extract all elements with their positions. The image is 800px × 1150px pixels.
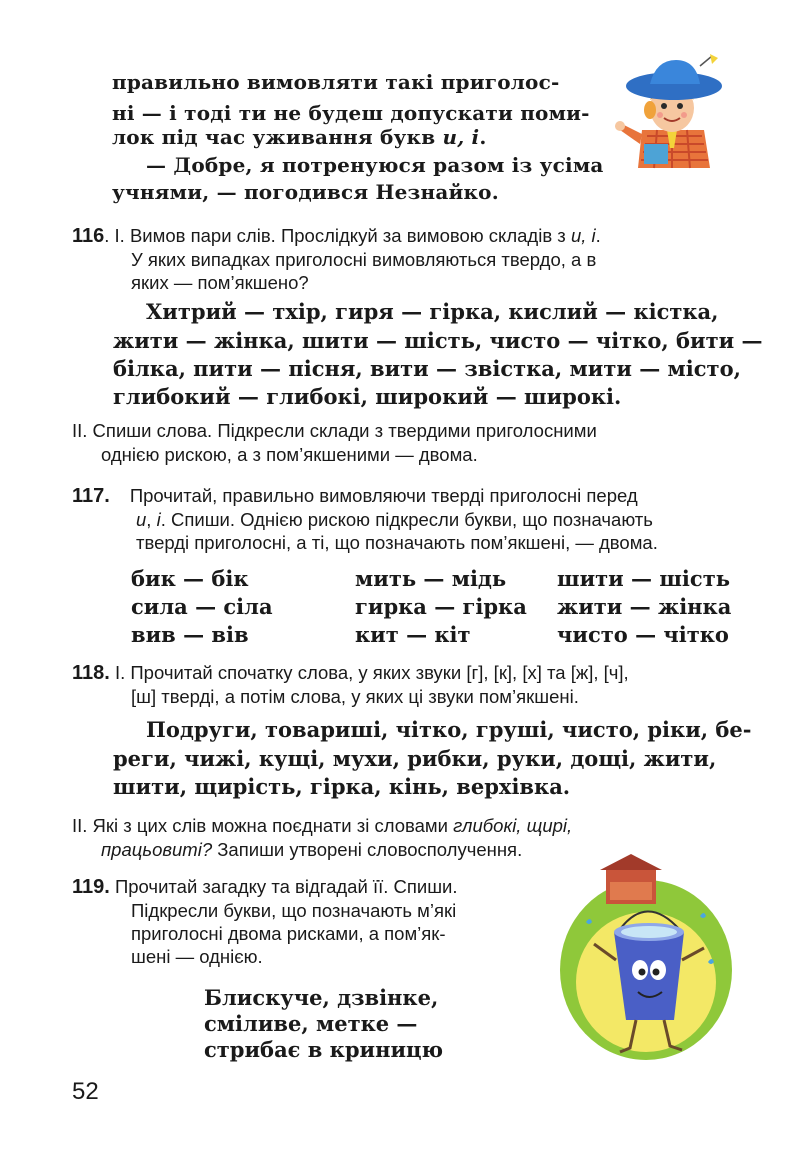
- riddle-line-3: стрибає в криницю: [204, 1037, 444, 1062]
- ex117-l2-letter-2: і: [156, 509, 161, 530]
- page-number: 52: [72, 1078, 99, 1105]
- ex117-line-2: [136, 509, 653, 531]
- ex118-part2-line-1: [72, 815, 572, 837]
- ex117-l2-letter-1: и: [136, 509, 147, 530]
- ex117-col1-row1: бик — бік: [131, 566, 249, 591]
- ex117-col3-row1: шити — шість: [557, 566, 730, 591]
- ex117-l2-rest: . Спиши. Однією рискою підкресли букви, що позначають: [160, 509, 653, 530]
- ex116-part2-line-2: однією рискою, а з пом’якшеними — двома.: [101, 444, 478, 465]
- intro-line-3-letters: и, і: [442, 125, 480, 149]
- ex118-p2-l2-italic: працьовиті?: [101, 839, 213, 860]
- ex119-line-3: приголосні двома рисками, а пом’як-: [131, 923, 446, 944]
- ex119-line-2: Підкресли букви, що позначають м’які: [131, 900, 457, 921]
- ex116-words-4: глибокий — глибокі, широкий — широкі.: [113, 384, 622, 409]
- ex119-line-1: [72, 876, 458, 899]
- bucket-well-illustration: [550, 852, 732, 1060]
- ex116-l1-text: . І. Вимов пари слів. Прослідкуй за вимовою складів з: [104, 225, 571, 246]
- ex116-number: 116: [72, 225, 105, 247]
- ex118-p2-l1-text: II. Які з цих слів можна поєднати зі словами: [72, 815, 454, 836]
- ex118-words-3: шити, щирість, гірка, кінь, верхівка.: [113, 774, 571, 799]
- ex117-line-1: [72, 485, 638, 508]
- ex117-col1-row3: вив — вів: [131, 622, 249, 647]
- neznaiko-illustration: [612, 52, 732, 170]
- ex116-l1-letters: и, і: [570, 225, 596, 246]
- ex118-line-1: [72, 662, 629, 685]
- ex118-words-1: Подруги, товариші, чітко, груші, чисто, ріки, бе-: [146, 717, 752, 742]
- ex116-l1-end: .: [595, 225, 601, 246]
- ex116-words-2: жити — жінка, шити — шість, чисто — чітко, бити —: [113, 328, 763, 353]
- ex116-words-3: білка, пити — пісня, вити — звістка, мити — місто,: [113, 356, 741, 381]
- ex119-line-4: шені — однією.: [131, 946, 263, 967]
- ex117-col2-row2: гирка — гірка: [355, 594, 527, 619]
- ex117-col3-row2: жити — жінка: [557, 594, 732, 619]
- intro-line-5: учнями, — погодився Незнайко.: [112, 180, 499, 204]
- ex117-l2-sep: ,: [146, 509, 157, 530]
- ex119-number: 119.: [72, 876, 110, 898]
- ex118-l1-text: І. Прочитай спочатку слова, у яких звуки [г], [к], [х] та [ж], [ч],: [109, 662, 629, 683]
- ex117-col1-row2: сила — сіла: [131, 594, 273, 619]
- ex117-line-3: тверді приголосні, а ті, що позначають пом’якшені, — двома.: [136, 532, 658, 553]
- ex116-line-2: У яких випадках приголосні вимовляються твердо, а в: [131, 249, 597, 270]
- intro-line-3-text: лок під час уживання букв: [112, 125, 443, 149]
- riddle-line-2: сміливе, метке —: [204, 1011, 418, 1036]
- ex116-words-1: Хитрий — тхір, гиря — гірка, кислий — кістка,: [146, 299, 719, 324]
- ex116-part2-line-1: II. Спиши слова. Підкресли склади з твердими приголосними: [72, 420, 597, 441]
- intro-line-4: — Добре, я потренуюся разом із усіма: [146, 153, 604, 177]
- riddle-line-1: Блискуче, дзвінке,: [204, 985, 439, 1010]
- ex119-l1-text: Прочитай загадку та відгадай її. Спиши.: [109, 876, 458, 897]
- intro-line-1: правильно вимовляти такі приголос-: [112, 70, 560, 94]
- ex117-number: 117.: [72, 485, 110, 507]
- ex118-words-2: реги, чижі, кущі, мухи, рибки, руки, дощі, жити,: [113, 746, 717, 771]
- ex116-line-1: [72, 225, 601, 248]
- ex118-p2-l2-text: Запиши утворені словосполучення.: [212, 839, 523, 860]
- ex117-col3-row3: чисто — чітко: [557, 622, 729, 647]
- intro-line-3: [112, 125, 487, 149]
- ex117-col2-row1: мить — мідь: [355, 566, 507, 591]
- ex117-l1-text: Прочитай, правильно вимовляючи тверді приголосні перед: [129, 485, 638, 506]
- ex118-part2-line-2: [101, 839, 522, 861]
- ex118-number: 118.: [72, 662, 110, 684]
- ex116-line-3: яких — пом’якшено?: [131, 272, 309, 293]
- ex118-line-2: [ш] тверді, а потім слова, у яких ці звуки пом’якшені.: [131, 686, 579, 707]
- intro-line-3-end: .: [479, 125, 487, 149]
- ex118-p2-l1-italic: глибокі, щирі,: [453, 815, 573, 836]
- ex117-col2-row3: кит — кіт: [355, 622, 471, 647]
- intro-line-2: ні — і тоді ти не будеш допускати поми-: [112, 101, 590, 125]
